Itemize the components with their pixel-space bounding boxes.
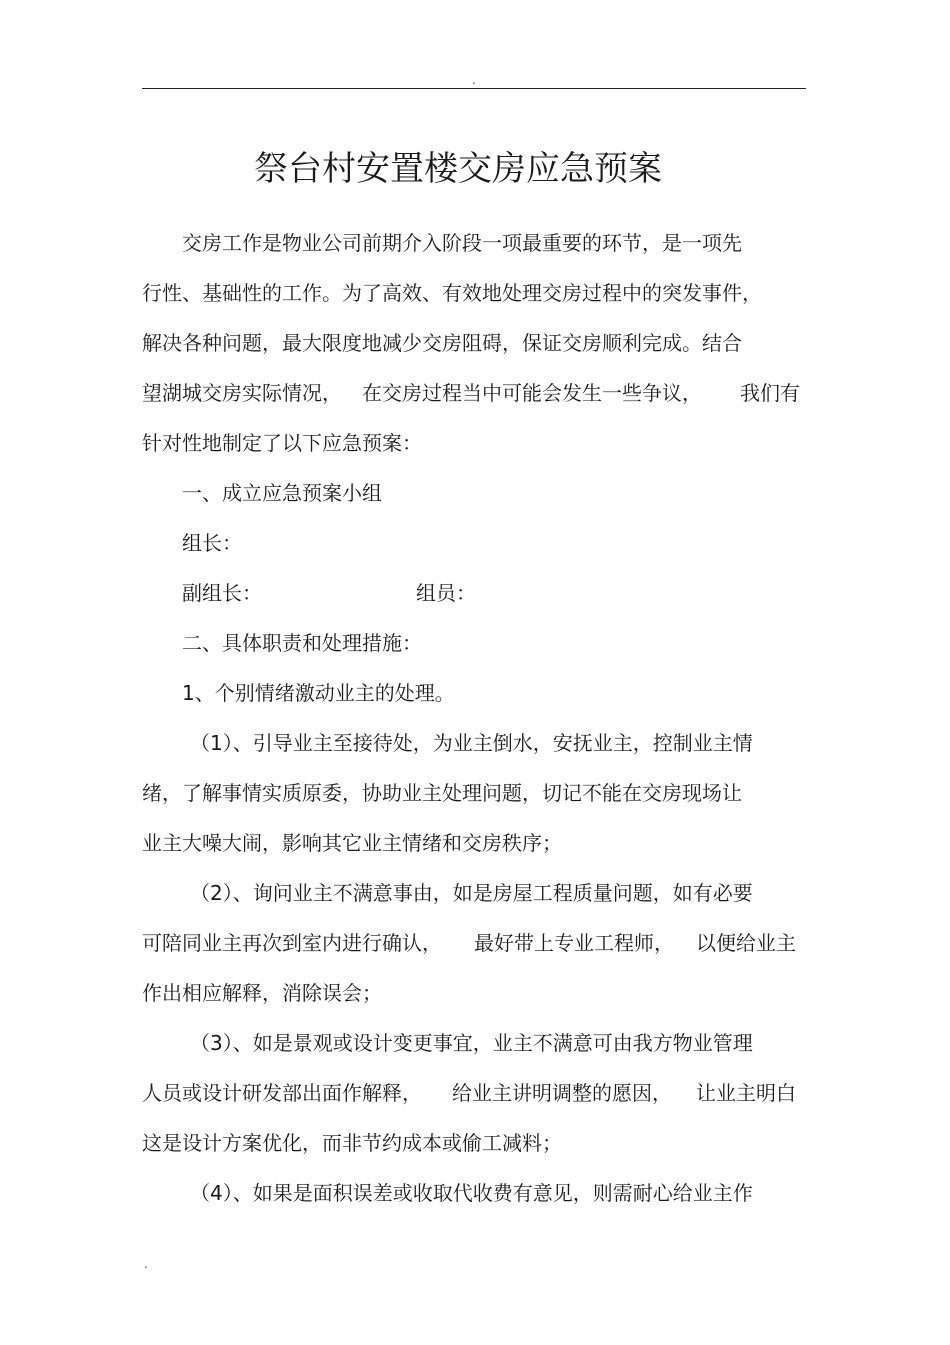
item2-line-2c: 以便给业主 <box>696 931 796 955</box>
item3-line-1: （3）、如是景观或设计变更事宜，业主不满意可由我方物业管理 <box>190 1031 753 1055</box>
group-leader-label: 组长： <box>182 531 242 555</box>
intro-line-4c: 我们有 <box>740 381 800 405</box>
header-rule <box>142 88 806 89</box>
header-mark: . <box>472 73 476 87</box>
intro-line-4a: 望湖城交房实际情况， <box>142 381 342 405</box>
intro-line-2: 行性、基础性的工作。为了高效、有效地处理交房过程中的突发事件， <box>142 281 762 305</box>
item2-line-1: （2）、询问业主不满意事由，如是房屋工程质量问题，如有必要 <box>190 881 753 905</box>
intro-line-3: 解决各种问题，最大限度地减少交房阻碍，保证交房顺利完成。结合 <box>142 331 742 355</box>
item1-line-2: 绪，了解事情实质原委，协助业主处理问题，切记不能在交房现场让 <box>142 781 742 805</box>
subsection1-heading: 1、个别情绪激动业主的处理。 <box>182 681 455 705</box>
item4-line-1: （4）、如果是面积误差或收取代收费有意见，则需耐心给业主作 <box>190 1181 753 1205</box>
item2-line-2b: 最好带上专业工程师， <box>474 931 674 955</box>
item1-line-3: 业主大噪大闹，影响其它业主情绪和交房秩序； <box>142 831 562 855</box>
item3-line-2c: 让业主明白 <box>696 1081 796 1105</box>
members-label: 组员： <box>416 581 476 605</box>
deputy-leader-label: 副组长： <box>182 581 262 605</box>
item3-line-3: 这是设计方案优化，而非节约成本或偷工减料； <box>142 1131 562 1155</box>
document-title: 祭台村安置楼交房应急预案 <box>254 148 662 189</box>
item1-line-1: （1）、引导业主至接待处，为业主倒水，安抚业主，控制业主情 <box>190 731 753 755</box>
item2-line-3: 作出相应解释，消除误会； <box>142 981 382 1005</box>
intro-line-4b: 在交房过程当中可能会发生一些争议， <box>362 381 702 405</box>
footer-mark: . <box>144 1257 148 1271</box>
section2-heading: 二、具体职责和处理措施： <box>182 631 422 655</box>
item3-line-2a: 人员或设计研发部出面作解释， <box>142 1081 422 1105</box>
intro-line-1: 交房工作是物业公司前期介入阶段一项最重要的环节，是一项先 <box>182 231 742 255</box>
item3-line-2b: 给业主讲明调整的愿因， <box>452 1081 672 1105</box>
intro-line-5: 针对性地制定了以下应急预案： <box>142 431 422 455</box>
item2-line-2a: 可陪同业主再次到室内进行确认， <box>142 931 442 955</box>
section1-heading: 一、成立应急预案小组 <box>182 481 382 505</box>
